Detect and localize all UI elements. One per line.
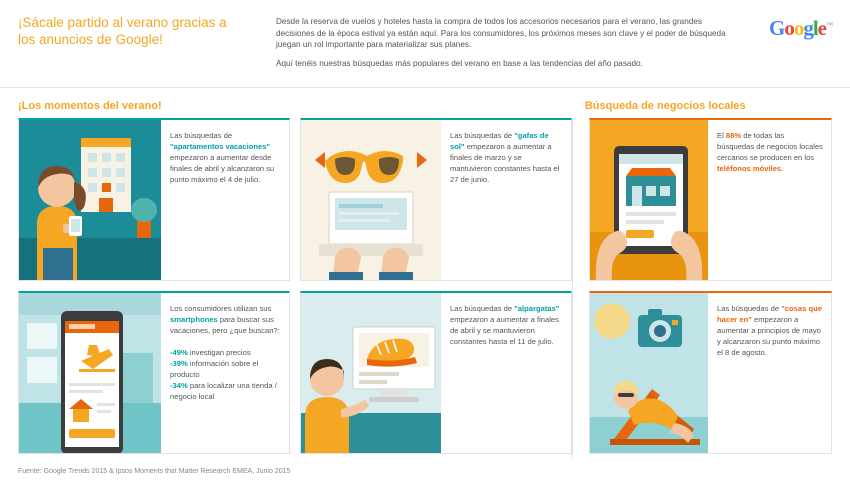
stat-1-label: investigan precios xyxy=(189,348,251,357)
phone-travel-illustration xyxy=(19,293,161,453)
man-desktop-illustration xyxy=(301,293,441,453)
term-cosas: "cosas que hacer en" xyxy=(717,304,822,324)
card-alpargatas xyxy=(300,291,572,454)
card-gafas-de-sol xyxy=(300,118,572,281)
logo-trademark: ™ xyxy=(826,21,832,29)
right-column xyxy=(572,118,832,458)
illustration-man-desktop-shoe xyxy=(301,293,441,453)
card-row-1 xyxy=(18,118,572,281)
card-text-apartamentos xyxy=(161,120,289,280)
card-text-smartphones xyxy=(161,293,289,453)
page-title xyxy=(18,14,276,75)
illustration-woman-with-phone xyxy=(19,120,161,280)
page-title-line2: los anuncios de Google! xyxy=(18,32,163,47)
header-paragraph-2: Aquí tenéis nuestras búsquedas más populares del verano en base a las tendencias del año pasado. xyxy=(276,58,643,68)
footer xyxy=(0,458,850,485)
section-left xyxy=(18,100,569,112)
body-smartphones-pre: para buscar sus vacaciones, pero ¿que buscan?: xyxy=(170,315,280,335)
logo-letter-l: l xyxy=(812,16,818,40)
card-apartamentos-vacaciones xyxy=(18,118,290,281)
section-title-summer-moments: ¡Los momentos del verano! xyxy=(18,100,162,112)
term-smartphones: smartphones xyxy=(170,315,218,324)
logo-letter-o1: o xyxy=(784,16,794,40)
logo-letter-g2: g xyxy=(803,16,813,40)
footer-source: Fuente: Google Trends 2015 & Ipsos Moments that Matter Research EMEA, Junio 2015 xyxy=(18,468,291,475)
hands-tablet-illustration xyxy=(590,120,708,280)
illustration-laptop-sunglasses xyxy=(301,120,441,280)
card-local-mobile-88 xyxy=(589,118,832,281)
stat-1-value: -49% xyxy=(170,348,188,357)
body-cosas: empezaron a aumentar a principios de mayo y alcanzaron su punto máximo el 8 de agosto. xyxy=(717,315,821,357)
left-column xyxy=(18,118,572,458)
header-intro xyxy=(276,14,748,75)
body-apartamentos: empezaron a aumentar desde finales de abril y alcanzaron su punto máximo el 4 de julio. xyxy=(170,153,275,184)
card-text-gafas xyxy=(441,120,571,280)
page-title-line1: ¡Sácale partido al verano gracias a xyxy=(18,15,227,30)
stat-2-label: información sobre el producto xyxy=(170,359,259,379)
illustration-man-deckchair xyxy=(590,293,708,453)
term-apartamentos: "apartamentos vacaciones" xyxy=(170,142,271,151)
term-gafas: "gafas de sol" xyxy=(450,131,549,151)
card-cosas-que-hacer xyxy=(589,291,832,454)
body-gafas: empezaron a aumentar a finales de marzo y se mantuvieron constantes hasta el 27 de junio. xyxy=(450,142,560,184)
term-alpargatas: "alpargatas" xyxy=(514,304,560,313)
body-88: de todas las búsquedas de negocios locales cercanos se producen en los xyxy=(717,131,823,162)
section-right xyxy=(569,100,832,112)
lead-alpargatas: Las búsquedas de xyxy=(450,304,513,313)
lead-cosas: Las búsquedas de xyxy=(717,304,780,313)
card-text-cosas-que-hacer xyxy=(708,293,831,453)
laptop-sunglasses-illustration xyxy=(301,120,441,280)
logo-letter-o2: o xyxy=(793,16,804,40)
card-text-alpargatas xyxy=(441,293,571,453)
pre-88: El xyxy=(717,131,724,140)
end-88: . xyxy=(781,164,784,173)
section-title-local-business: Búsqueda de negocios locales xyxy=(584,100,746,112)
stat-2-value: -39% xyxy=(170,359,188,368)
header xyxy=(0,0,850,88)
card-row-2 xyxy=(18,291,572,454)
illustration-hands-tablet xyxy=(590,120,708,280)
term-telefonos-moviles: teléfonos móviles xyxy=(717,164,782,173)
lead-smartphones: Los consumidores utilizan sus xyxy=(170,304,272,313)
lead-gafas: Las búsquedas de xyxy=(450,131,513,140)
body-alpargatas: empezaron a aumentar a finales de abril y se mantuvieron constantes hasta el 11 de julio. xyxy=(450,315,559,346)
man-deckchair-illustration xyxy=(590,293,708,453)
illustration-phone-travel-app xyxy=(19,293,161,453)
stat-3-label: para localizar una tienda / negocio local xyxy=(170,381,277,401)
logo-letter-g1: G xyxy=(768,16,785,40)
card-text-local-mobile xyxy=(708,120,831,280)
woman-phone-illustration xyxy=(19,120,161,280)
section-headings xyxy=(0,88,850,118)
card-smartphones xyxy=(18,291,290,454)
header-paragraph-1: Desde la reserva de vuelos y hoteles hasta la compra de todos los accesorios necesarios para el verano, las grandes decisiones de la época estival ya están aquí. Para los consumidores, los próximos meses son clave y el poder de búsqueda juegan un rol importante para materializar sus planes. xyxy=(276,17,726,50)
lead-apartamentos: Las búsquedas de xyxy=(170,131,233,140)
logo-letter-e: e xyxy=(817,16,826,40)
stat-3-value: -34% xyxy=(170,381,188,390)
pct-88: 88% xyxy=(725,131,742,140)
main-content xyxy=(0,118,850,458)
google-logo xyxy=(748,14,832,75)
